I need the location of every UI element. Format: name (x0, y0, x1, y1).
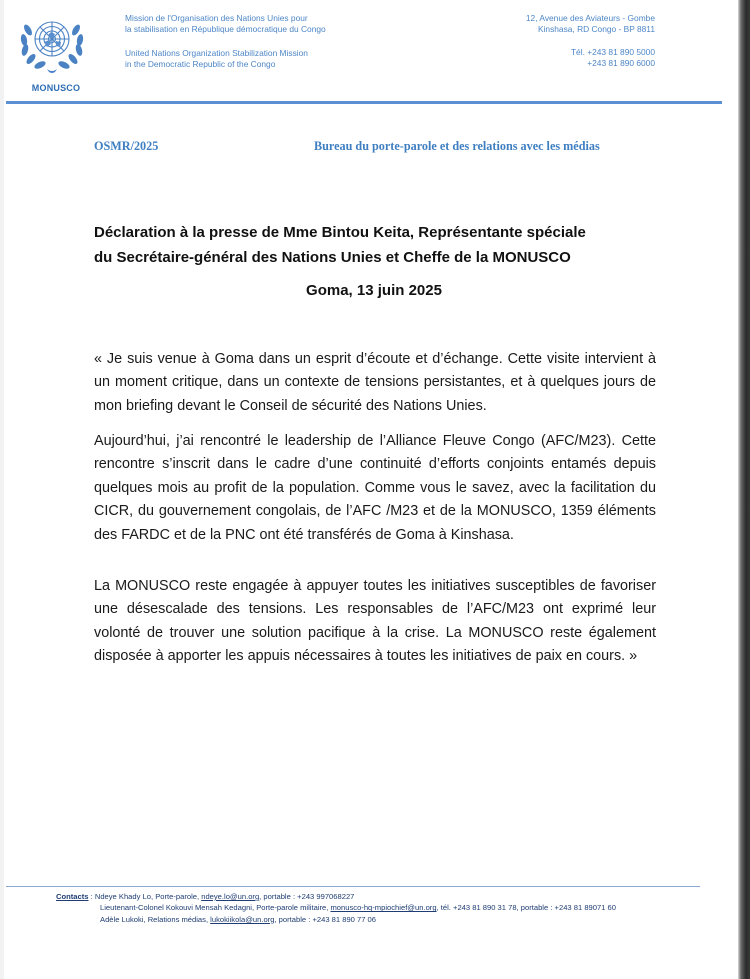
dateline: Goma, 13 juin 2025 (306, 282, 442, 299)
mission-name-en-line2: in the Democratic Republic of the Congo (125, 59, 276, 69)
contact-3-email-link[interactable]: lukokiikola@un.org (210, 914, 275, 924)
contact-line-2 (56, 902, 616, 913)
mission-name-en-line1: United Nations Organization Stabilization Mission (125, 48, 308, 58)
contact-1-email-link[interactable]: ndeye.lo@un.org (201, 892, 260, 901)
tel-line2: +243 81 890 6000 (587, 58, 655, 68)
postal-address (526, 13, 655, 35)
contact-3-phone: , portable : +243 81 890 77 06 (274, 914, 376, 924)
contact-3-text: Adèle Lukoki, Relations médias, (100, 914, 211, 924)
logo-caption: MONUSCO (31, 83, 81, 93)
body-paragraph-3: La MONUSCO reste engagée à appuyer toutes les initiatives susceptibles de favoriser une désescalade des tensions. Les responsables de l’AFC/M23 ont exprimé leur volonté de trouver une solution pacifique à la crise. La MONUSCO reste également disposée à apporter les appuis nécessaires à toutes les initiatives de paix en cours. » (94, 578, 656, 665)
address-line1: 12, Avenue des Aviateurs - Gombe (525, 13, 655, 23)
address-line2: Kinshasa, RD Congo - BP 8811 (537, 24, 655, 34)
reference-code: OSMR/2025 (94, 139, 159, 153)
contact-line-1 (56, 891, 616, 902)
contact-line-3 (56, 914, 616, 925)
mission-name-fr-line2: la stabilisation en République démocratique du Congo (125, 24, 326, 34)
mission-name-fr-line1: Mission de l'Organisation des Nations Unies pour (125, 13, 308, 23)
office-name: Bureau du porte-parole et des relations avec les médias (314, 139, 600, 153)
contacts-footer (56, 891, 616, 925)
title-line2: du Secrétaire-général des Nations Unies et Cheffe de la MONUSCO (94, 249, 571, 266)
viewer-background-edge (738, 0, 750, 979)
un-emblem-icon (14, 12, 90, 78)
header-divider (6, 101, 722, 104)
mission-name-english (125, 48, 308, 70)
tel-line1: Tél. +243 81 890 5000 (570, 47, 655, 57)
contacts-label: Contacts (56, 892, 89, 901)
contact-1-text: : Ndeye Khady Lo, Porte-parole, (88, 892, 202, 901)
mission-name-french (125, 13, 326, 35)
telephone-numbers (571, 47, 655, 69)
page-margin-strip (0, 0, 4, 979)
contact-2-email-link[interactable]: monusco-hq-mpiochief@un.org (330, 903, 437, 913)
statement-title (94, 220, 654, 270)
footer-divider (6, 886, 700, 887)
body-paragraph-2: Aujourd’hui, j’ai rencontré le leadership de l’Alliance Fleuve Congo (AFC/M23). Cette rencontre s’inscrit dans le cadre d’une continuité d’efforts conjoints entamés depuis quelques mois au profit de la population. Comme vous le savez, avec la facilitation du CICR, du gouvernement congolais, de l’AFC /M23 et de la MONUSCO, 1359 éléments des FARDC et de la PNC ont été transférés de Goma à Kinshasa. (94, 433, 656, 543)
contact-1-phone: , portable : +243 997068227 (259, 892, 355, 901)
contact-2-text: Lieutenant-Colonel Kokouvi Mensah Kedagni, Porte-parole militaire, (100, 903, 331, 913)
body-paragraph-1: « Je suis venue à Goma dans un esprit d’écoute et d’échange. Cette visite intervient à un moment critique, dans un contexte de tensions persistantes, et à quelques jours de mon briefing devant le Conseil de sécurité des Nations Unies. (94, 351, 656, 414)
contact-2-phone: , tél. +243 81 890 31 78, portable : +243 81 89071 60 (436, 903, 616, 913)
title-line1: Déclaration à la presse de Mme Bintou Keita, Représentante spéciale (94, 224, 586, 241)
